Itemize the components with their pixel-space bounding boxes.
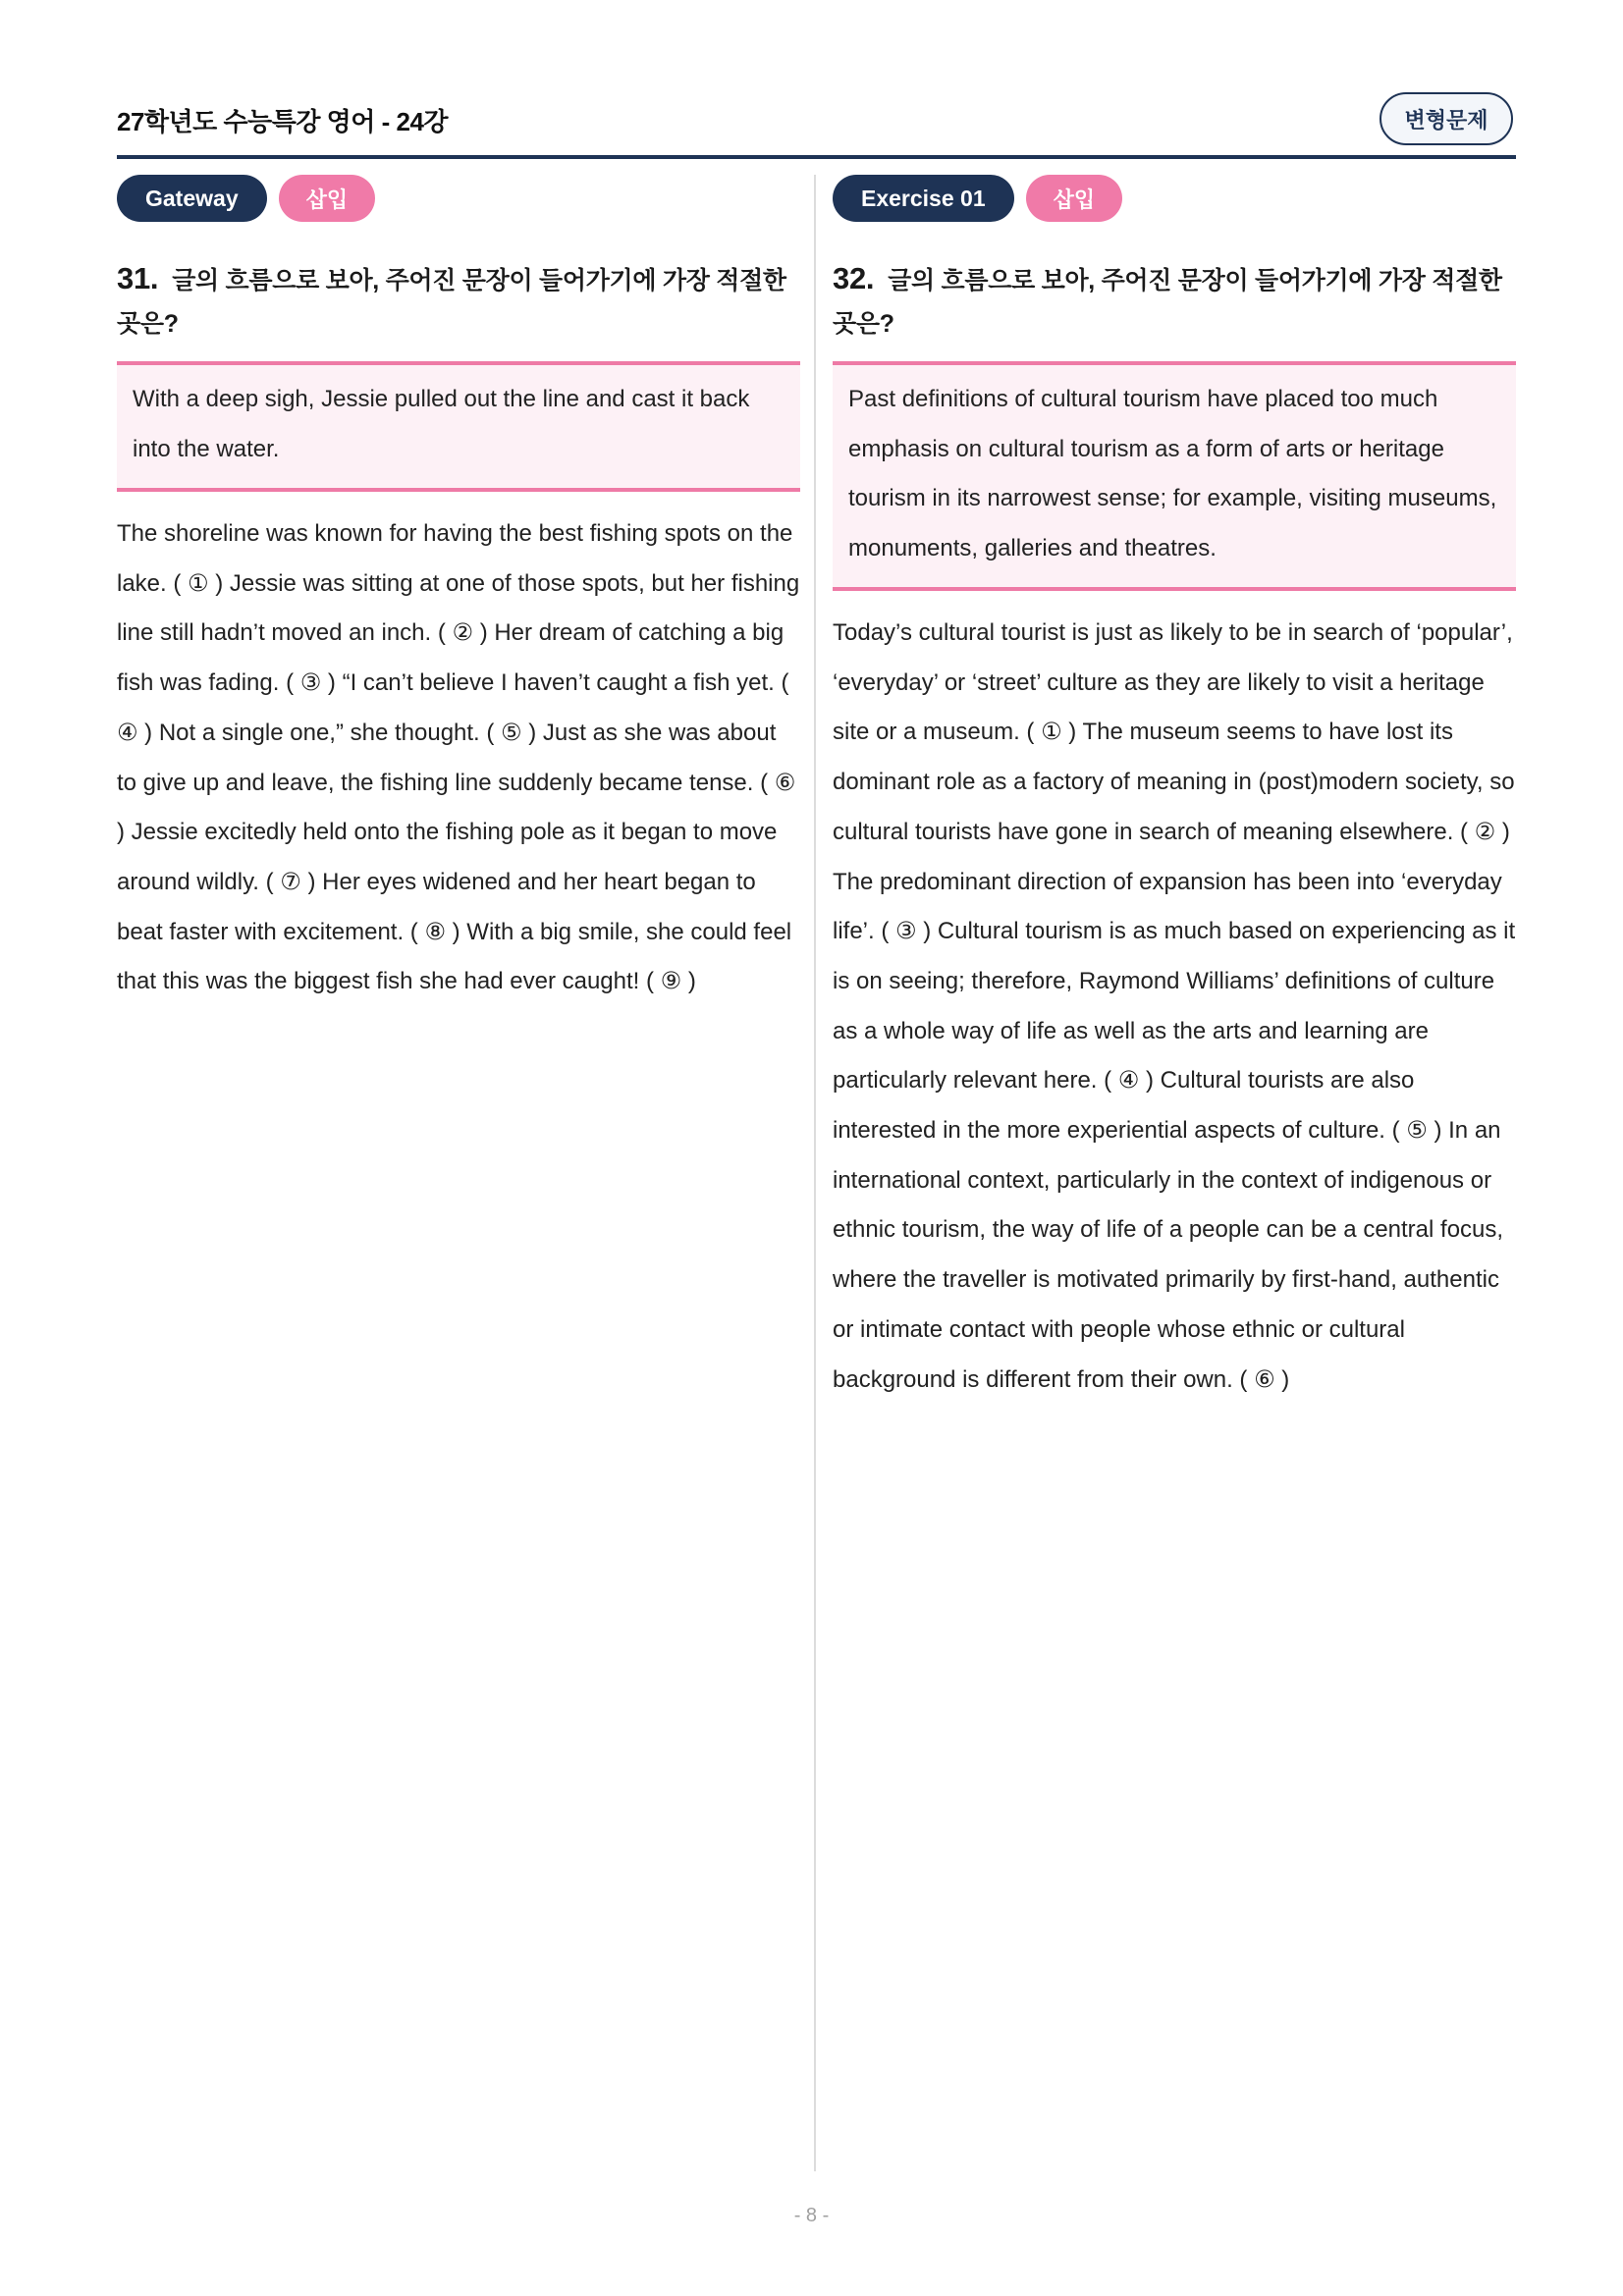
- exercise-tag: Exercise 01: [833, 175, 1014, 222]
- question-number: 32.: [833, 261, 875, 295]
- given-sentence-box: Past definitions of cultural tourism have placed too much emphasis on cultural tourism as a form of arts or heritage tourism in its narrowest sense; for example, visiting museums, monuments, galleries and theatres.: [833, 361, 1516, 591]
- page-number: - 8 -: [793, 2205, 830, 2226]
- question-text: 글의 흐름으로 보아, 주어진 문장이 들어가기에 가장 적절한 곳은?: [117, 267, 786, 338]
- right-column: [833, 175, 1516, 1405]
- left-column: [117, 175, 800, 1007]
- question-number: 31.: [117, 261, 159, 295]
- gateway-tag: Gateway: [117, 175, 267, 222]
- column-divider: [814, 175, 816, 2171]
- question-32: [833, 257, 1516, 346]
- question-31: [117, 257, 800, 346]
- given-sentence-box: With a deep sigh, Jessie pulled out the line and cast it back into the water.: [117, 361, 800, 492]
- passage-text: The shoreline was known for having the best fishing spots on the lake. ( ① ) Jessie was sitting at one of those spots, but her fishing line still hadn’t moved an inch. ( ② ) Her dream of catching a big fish was fading. ( ③ ) “I can’t believe I haven’t caught a fish yet. ( ④ ) Not a single one,” she thought. ( ⑤ ) Just as she was about to give up and leave, the fishing line suddenly became tense. ( ⑥ ) Jessie excitedly held onto the fishing pole as it began to move around wildly. ( ⑦ ) Her eyes widened and her heart began to beat faster with excitement. ( ⑧ ) With a big smile, she could feel that this was the biggest fish she had ever caught! ( ⑨ ): [117, 520, 800, 995]
- insertion-tag: 삽입: [1026, 175, 1123, 222]
- header-divider: [117, 155, 1516, 159]
- left-tags: [117, 175, 800, 222]
- variant-problem-badge: 변형문제: [1380, 92, 1513, 145]
- passage-text: Today’s cultural tourist is just as likely to be in search of ‘popular’, ‘everyday’ or ‘street’ culture as they are likely to visit a heritage site or a museum. ( ① ) The museum seems to have lost its dominant role as a factory of meaning in (post)modern society, so cultural tourists have gone in search of meaning elsewhere. ( ② ) The predominant direction of expansion has been into ‘everyday life’. ( ③ ) Cultural tourism is as much based on experiencing as it is on seeing; therefore, Raymond Williams’ definitions of culture as a whole way of life as well as the arts and learning are particularly relevant here. ( ④ ) Cultural tourists are also interested in the more experiential aspects of culture. ( ⑤ ) In an international context, particularly in the context of indigenous or ethnic tourism, the way of life of a people can be a central focus, where the traveller is motivated primarily by first-hand, authentic or intimate contact with people whose ethnic or cultural background is different from their own. ( ⑥ ): [833, 619, 1516, 1393]
- right-tags: [833, 175, 1516, 222]
- question-text: 글의 흐름으로 보아, 주어진 문장이 들어가기에 가장 적절한 곳은?: [833, 267, 1502, 338]
- insertion-tag: 삽입: [279, 175, 376, 222]
- page-title: 27학년도 수능특강 영어 - 24강: [117, 107, 449, 136]
